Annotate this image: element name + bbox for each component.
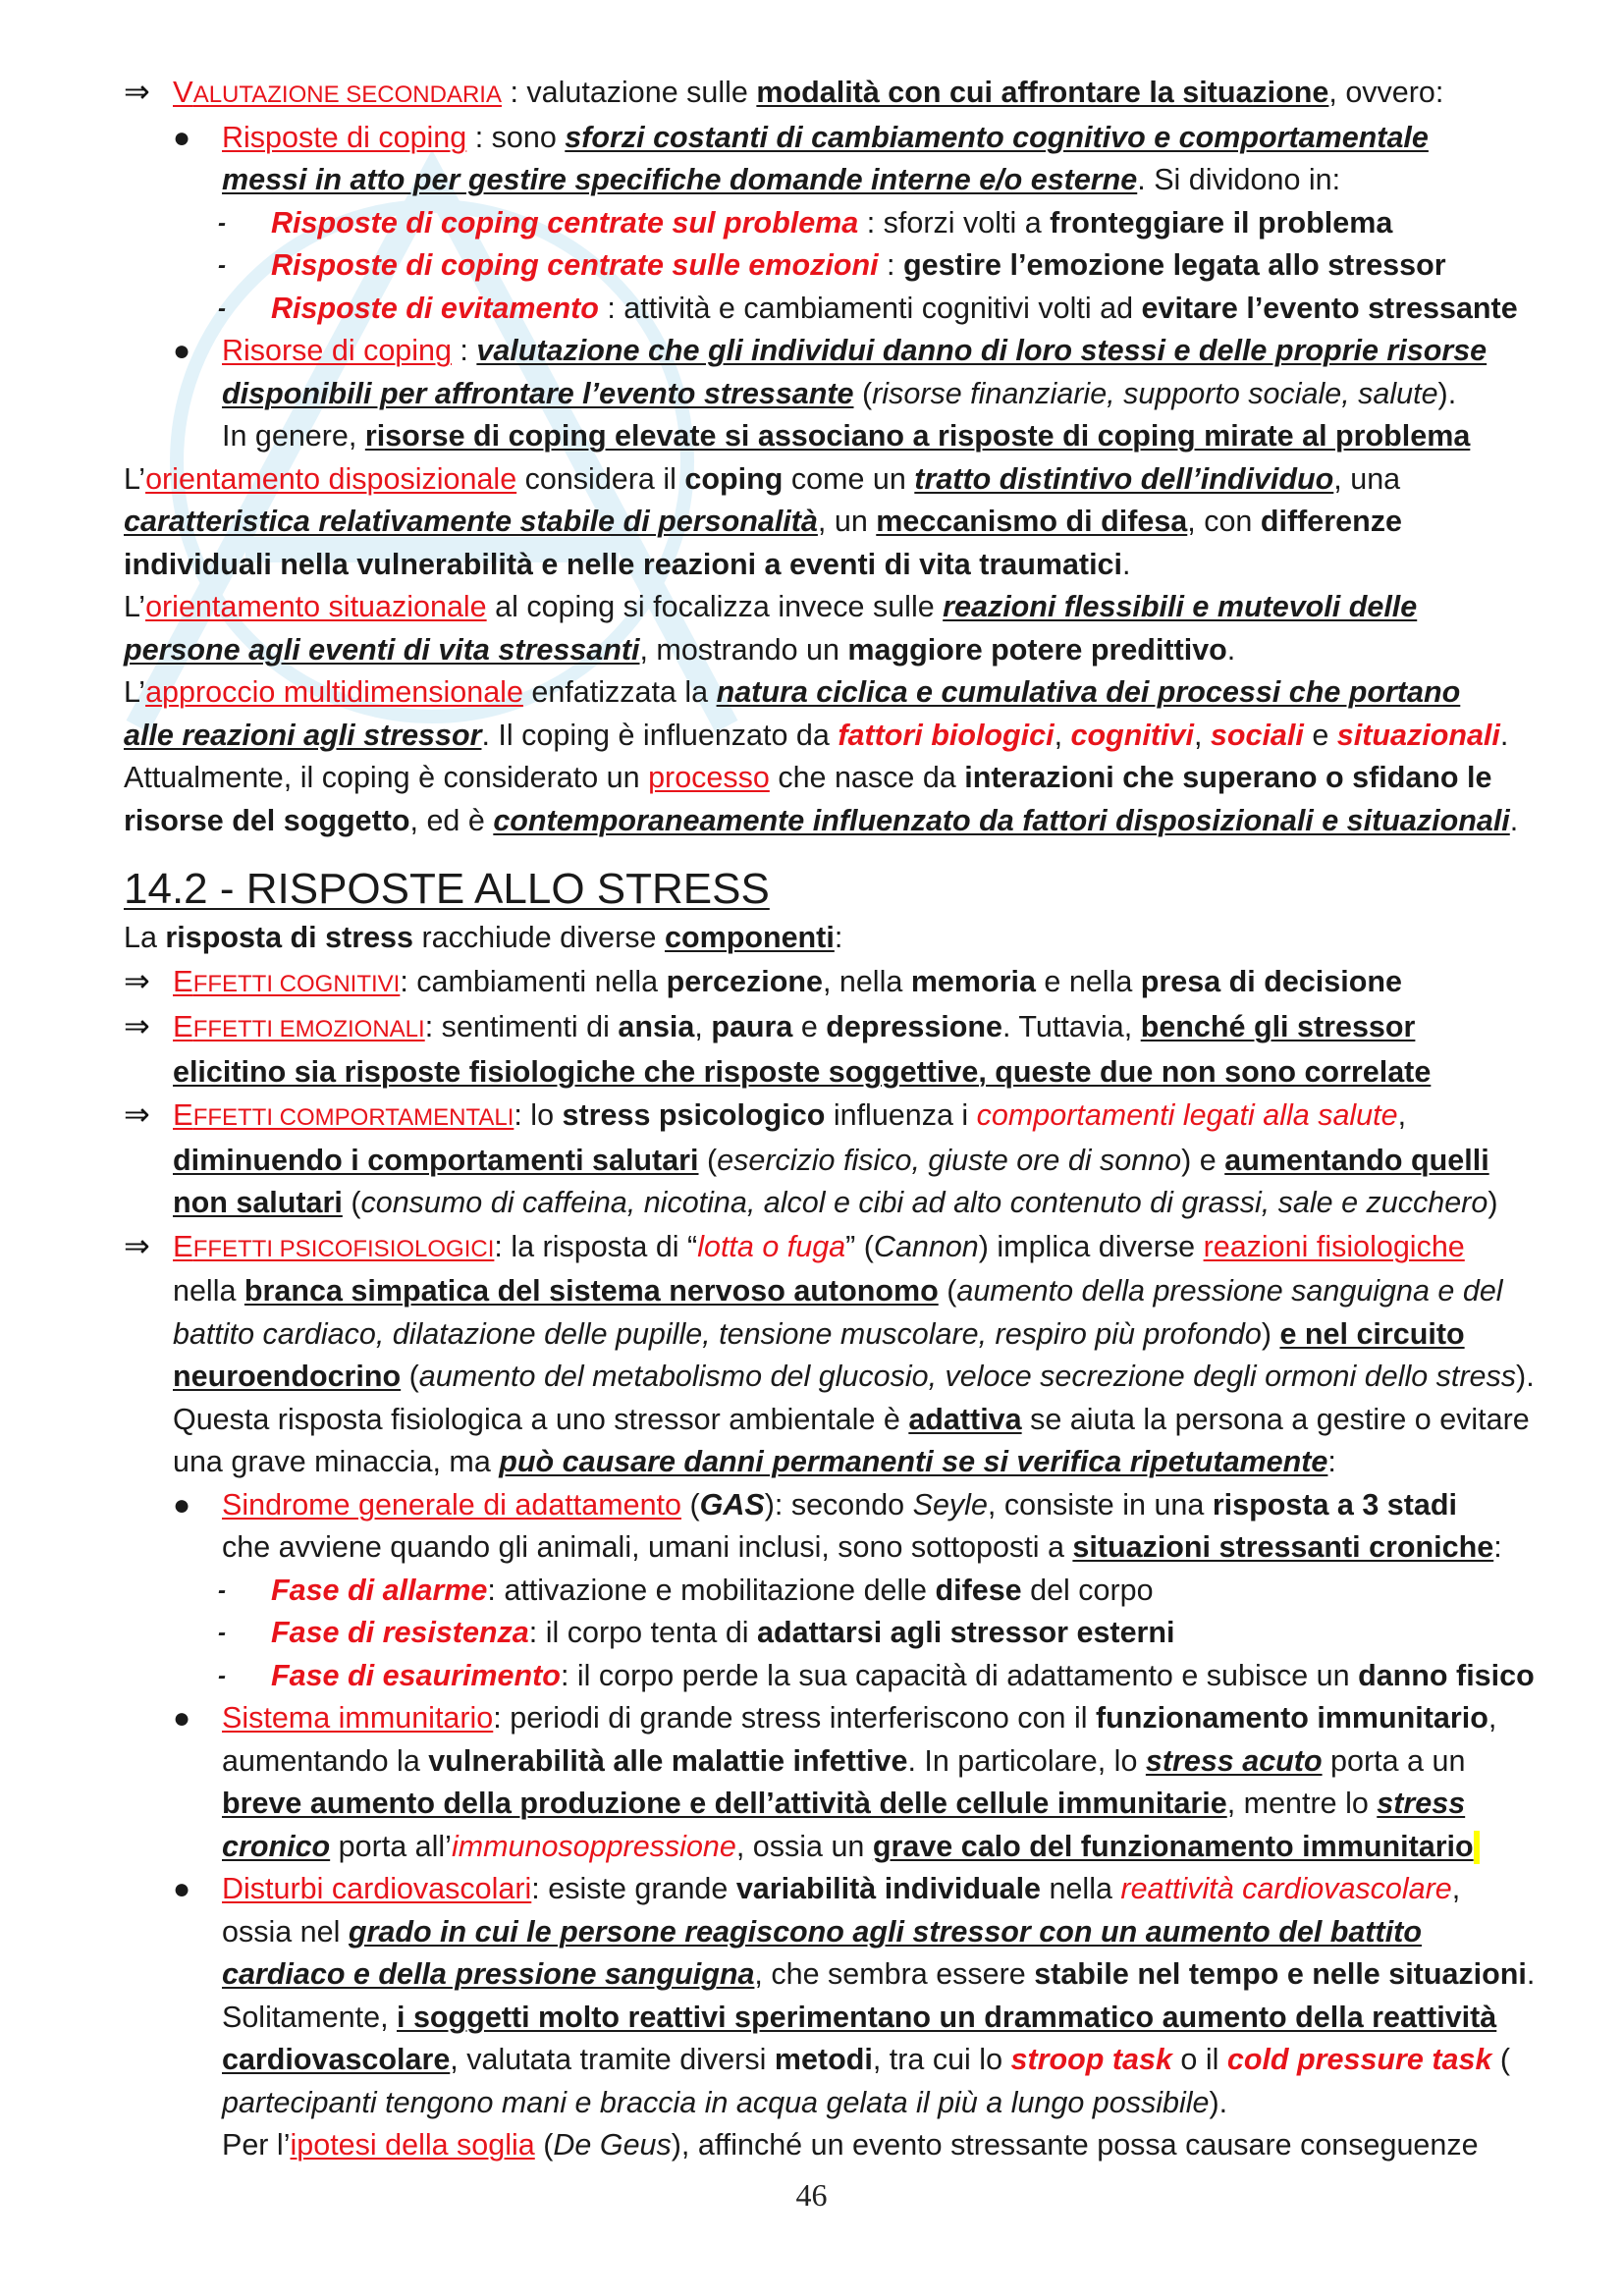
text-span: La xyxy=(124,921,166,954)
text-line xyxy=(124,288,1523,331)
text-span: nella xyxy=(1041,1872,1121,1905)
text-span: adattarsi agli stressor esterni xyxy=(757,1616,1175,1649)
text-span: individuali nella vulnerabilità e nelle reazioni a eventi di vita traumatici xyxy=(124,547,1122,581)
text-span: , con xyxy=(1187,505,1261,538)
text-span: coping xyxy=(684,461,784,496)
bullet-icon: ● xyxy=(173,1488,191,1522)
text-span: . xyxy=(1121,547,1131,581)
text-span: , che sembra essere xyxy=(754,1957,1035,1991)
text-span: situazionali xyxy=(1336,718,1500,752)
text-span: : xyxy=(878,248,903,282)
text-span: elicitino sia risposte fisiologiche che risposte soggettive, queste due non sono correlate xyxy=(173,1054,1432,1089)
text-span: cronico xyxy=(222,1829,331,1863)
text-span: ), affinché un evento stressante possa causare conseguenze xyxy=(671,2128,1479,2162)
text-line xyxy=(124,1140,1523,1183)
text-span: enfatizzata la xyxy=(522,675,717,709)
text-span: risposta di stress xyxy=(165,921,413,954)
text-span: reazioni flessibili e mutevoli delle xyxy=(943,590,1418,623)
text-span: , nella xyxy=(822,964,911,998)
text-span: : sono xyxy=(466,120,566,154)
text-span: comportamenti legati alla salute xyxy=(976,1098,1398,1132)
text-span: fattori biologici xyxy=(838,718,1055,752)
text-span: diminuendo i comportamenti salutari xyxy=(173,1143,699,1177)
text-span: situazioni stressanti croniche xyxy=(1072,1530,1494,1564)
text-line xyxy=(124,757,1523,800)
text-span: , tra cui lo xyxy=(872,2043,1011,2076)
text-line xyxy=(124,1313,1523,1357)
dash-icon: - xyxy=(218,252,226,279)
text-span: memoria xyxy=(910,964,1036,998)
text-span: che avviene quando gli animali, umani inclusi, sono sottoposti a xyxy=(222,1530,1073,1564)
dash-icon: - xyxy=(218,209,226,237)
text-span: stress acuto xyxy=(1145,1743,1323,1778)
text-span: reazioni fisiologiche xyxy=(1203,1229,1465,1263)
text-span: . Il coping è influenzato da xyxy=(481,718,839,752)
text-span: danno fisico xyxy=(1358,1658,1535,1692)
text-span: cold pressure task xyxy=(1226,2043,1492,2076)
text-span: Risposte di coping centrate sulle emozioni xyxy=(271,248,879,282)
text-span: , xyxy=(1397,1098,1407,1132)
text-line xyxy=(124,1868,1523,1911)
text-span: se aiuta la persona a gestire o evitare xyxy=(1021,1402,1530,1436)
text-span: . Tuttavia, xyxy=(1001,1010,1141,1043)
text-span: esercizio fisico, giuste ore di sonno xyxy=(717,1143,1182,1177)
text-span: ossia nel xyxy=(222,1914,349,1949)
text-span: componenti xyxy=(664,921,835,954)
text-line xyxy=(124,1005,1523,1051)
text-line xyxy=(124,244,1523,288)
text-span: L’ xyxy=(124,461,146,496)
dash-icon: - xyxy=(218,1620,226,1646)
text-span: : cambiamenti nella xyxy=(400,964,667,998)
smallcaps-rest: FFETTI PSICOFISIOLOGICI xyxy=(192,1235,495,1262)
text-line xyxy=(124,1051,1523,1095)
text-span: valutazione che gli individui danno di loro stessi e delle proprie risorse xyxy=(476,334,1488,367)
bullet-icon: ● xyxy=(173,335,191,367)
text-line xyxy=(124,629,1523,672)
text-span: , ossia un xyxy=(735,1829,873,1863)
text-span: , un xyxy=(817,505,877,538)
text-span: Per l’ xyxy=(222,2128,291,2162)
bullet-icon: ● xyxy=(173,1873,191,1905)
text-span: del corpo xyxy=(1021,1573,1154,1607)
text-span: Cannon xyxy=(873,1229,979,1263)
text-span: Sindrome generale di adattamento xyxy=(222,1487,681,1522)
text-line xyxy=(124,960,1523,1006)
text-span: , xyxy=(1451,1872,1461,1905)
text-span: presa di decisione xyxy=(1140,964,1402,998)
text-line xyxy=(124,1526,1523,1570)
text-span: GAS xyxy=(699,1487,765,1522)
text-span: : xyxy=(1327,1445,1336,1478)
smallcaps-initial: E xyxy=(173,1228,193,1263)
text-span: al coping si focalizza invece sulle xyxy=(486,590,944,623)
text-line xyxy=(124,544,1523,587)
text-span: . xyxy=(1526,1957,1536,1991)
text-span: battito cardiaco, dilatazione delle pupille, tensione muscolare, respiro più profondo xyxy=(173,1316,1262,1351)
text-span: sociali xyxy=(1210,718,1304,752)
text-span: ). xyxy=(1437,376,1457,410)
text-span: percezione xyxy=(666,964,823,998)
dash-icon: - xyxy=(218,1576,226,1604)
text-span: . xyxy=(1499,718,1509,752)
text-span: consumo di caffeina, nicotina, alcol e cibi ad alto contenuto di grassi, sale e zucchero xyxy=(360,1186,1488,1219)
text-line xyxy=(124,1997,1523,2040)
text-span: , mostrando un xyxy=(639,632,848,667)
text-span: gestire l’emozione legata allo stressor xyxy=(903,248,1446,282)
text-span: contemporaneamente influenzato da fattori disposizionali e situazionali xyxy=(493,803,1510,837)
text-span: stroop task xyxy=(1010,2043,1172,2076)
text-span: : esiste grande xyxy=(531,1872,736,1905)
text-span: Seyle xyxy=(912,1487,988,1522)
text-line xyxy=(124,2039,1523,2082)
text-span: ). xyxy=(1209,2085,1228,2119)
smallcaps-rest: FFETTI EMOZIONALI xyxy=(192,1016,425,1042)
text-span: adattiva xyxy=(908,1402,1022,1436)
text-line xyxy=(124,202,1523,245)
text-span: ipotesi della soglia xyxy=(290,2128,535,2162)
text-line xyxy=(124,501,1523,544)
text-span: ” ( xyxy=(845,1229,874,1263)
text-span: metodi xyxy=(774,2043,873,2076)
text-line xyxy=(124,330,1523,373)
text-span: , consiste in una xyxy=(987,1487,1213,1522)
text-span: ) e xyxy=(1181,1143,1225,1177)
smallcaps-rest: FFETTI COGNITIVI xyxy=(192,970,401,997)
text-span: ( xyxy=(938,1274,957,1308)
smallcaps-rest: FFETTI COMPORTAMENTALI xyxy=(192,1104,514,1131)
text-span: aumentando quelli xyxy=(1224,1143,1489,1177)
text-span: : lo xyxy=(514,1098,563,1132)
text-line xyxy=(124,1399,1530,1442)
text-span: può causare danni permanenti se si verifica ripetutamente xyxy=(499,1445,1328,1478)
text-span: Solitamente, xyxy=(222,2000,398,2034)
text-span: Fase di esaurimento xyxy=(271,1658,561,1692)
arrow-icon: ⇒ xyxy=(124,74,150,109)
text-span: non salutari xyxy=(173,1186,343,1219)
text-span: Attualmente, il coping è considerato un xyxy=(124,761,649,794)
text-line xyxy=(124,1484,1523,1527)
text-span: risorse di coping elevate si associano a risposte di coping mirate al problema xyxy=(364,419,1471,453)
text-line xyxy=(124,71,1523,117)
text-line xyxy=(124,1783,1523,1826)
text-span: differenze xyxy=(1260,505,1402,538)
text-span: branca simpatica del sistema nervoso autonomo xyxy=(243,1274,939,1308)
text-span: , valutata tramite diversi xyxy=(450,2043,775,2076)
text-span: ansia xyxy=(618,1010,695,1043)
text-span: ( xyxy=(401,1360,419,1393)
text-line xyxy=(124,1740,1523,1784)
text-span: . xyxy=(1509,803,1519,837)
text-line xyxy=(124,1911,1523,1954)
text-span: stabile nel tempo e nelle situazioni xyxy=(1034,1957,1527,1991)
text-span: processo xyxy=(648,761,770,794)
text-line xyxy=(124,1094,1523,1140)
text-span: alle reazioni agli stressor xyxy=(124,718,482,752)
text-span: interazioni che superano o sfidano le xyxy=(964,761,1492,794)
text-span: , mentre lo xyxy=(1226,1787,1378,1820)
bullet-icon: ● xyxy=(173,1702,191,1735)
text-span: cardiovascolare xyxy=(222,2043,451,2076)
text-span: ): secondo xyxy=(764,1487,913,1522)
text-span: fronteggiare il problema xyxy=(1050,205,1393,240)
text-span: ( xyxy=(342,1186,361,1219)
text-span: ) xyxy=(1488,1186,1498,1219)
text-span: stress psicologico xyxy=(562,1098,826,1132)
text-span: Risposte di coping centrate sul problema xyxy=(271,205,859,240)
text-line xyxy=(124,1655,1535,1698)
text-line xyxy=(124,1612,1523,1655)
text-span: Disturbi cardiovascolari xyxy=(222,1872,532,1905)
arrow-icon: ⇒ xyxy=(124,1096,150,1132)
smallcaps-initial: E xyxy=(173,1009,193,1043)
text-span: risorse del soggetto xyxy=(124,803,410,837)
text-span: come un xyxy=(783,461,915,496)
text-line xyxy=(124,2124,1523,2167)
page-number: 46 xyxy=(795,2177,828,2213)
smallcaps-initial: E xyxy=(173,963,193,998)
smallcaps-initial: V xyxy=(173,75,193,109)
text-span: De Geus xyxy=(553,2128,672,2162)
text-span: ( xyxy=(680,1487,700,1522)
text-span: neuroendocrino xyxy=(173,1360,402,1393)
text-span: lotta o fuga xyxy=(697,1229,846,1263)
text-span: : xyxy=(451,334,477,367)
text-span: variabilità individuale xyxy=(735,1872,1042,1905)
text-span: funzionamento immunitario xyxy=(1095,1701,1488,1735)
text-span: , xyxy=(1193,718,1211,752)
text-span: cardiaco e della pressione sanguigna xyxy=(222,1957,755,1991)
text-span: aumento della pressione sanguigna e del xyxy=(956,1274,1503,1308)
text-line xyxy=(124,1182,1523,1225)
text-span: nella xyxy=(173,1274,244,1308)
document-page xyxy=(124,71,1536,2167)
text-span: Sistema immunitario xyxy=(222,1701,494,1735)
text-span: risorse finanziarie, supporto sociale, salute xyxy=(872,376,1438,410)
text-span: sforzi costanti di cambiamento cognitivo e comportamentale xyxy=(565,120,1429,154)
text-span: partecipanti tengono mani e braccia in acqua gelata il più a lungo possibile xyxy=(222,2085,1210,2119)
text-line xyxy=(124,1441,1523,1484)
text-line xyxy=(124,159,1523,202)
text-span: , xyxy=(1488,1701,1497,1735)
text-span: messi in atto per gestire specifiche domande interne e/o esterne xyxy=(222,163,1138,196)
text-line xyxy=(124,715,1523,758)
text-span: grado in cui le persone reagiscono agli stressor con un aumento del battito xyxy=(348,1914,1422,1949)
text-span: approccio multidimensionale xyxy=(145,675,523,709)
text-span: : il corpo tenta di xyxy=(528,1616,758,1649)
text-span: ). xyxy=(1516,1360,1535,1393)
text-line xyxy=(124,1225,1523,1271)
text-span: Risorse di coping xyxy=(222,334,452,367)
text-span: ( xyxy=(1491,2043,1511,2076)
text-span: : la risposta di “ xyxy=(494,1229,698,1263)
text-span: : il corpo perde la sua capacità di adattamento e subisce un xyxy=(560,1658,1359,1692)
text-span: . xyxy=(1226,632,1236,667)
text-span: evitare l’evento stressante xyxy=(1141,291,1518,325)
text-span: Fase di allarme xyxy=(271,1573,488,1607)
text-span: ) xyxy=(1261,1316,1280,1351)
text-line xyxy=(124,1356,1535,1399)
text-line xyxy=(124,1570,1523,1613)
text-line xyxy=(124,586,1523,629)
text-span: disponibili per affrontare l’evento stressante xyxy=(222,376,854,410)
text-span: : valutazione sulle xyxy=(501,76,757,109)
text-span: Fase di resistenza xyxy=(271,1616,529,1649)
text-line xyxy=(124,1697,1523,1740)
text-span: ( xyxy=(698,1143,718,1177)
text-span: breve aumento della produzione e dell’attività delle cellule immunitarie xyxy=(222,1787,1227,1820)
text-span: una grave minaccia, ma xyxy=(173,1445,500,1478)
text-span: , xyxy=(1054,718,1071,752)
text-span: : sentimenti di xyxy=(424,1010,619,1043)
text-span: depressione xyxy=(826,1010,1002,1043)
arrow-icon: ⇒ xyxy=(124,962,150,998)
text-span: , xyxy=(694,1010,712,1043)
text-span: porta all’ xyxy=(330,1829,452,1863)
text-span: influenza i xyxy=(825,1098,977,1132)
text-span: difese xyxy=(935,1573,1022,1607)
text-span: i soggetti molto reattivi sperimentano un drammatico aumento della reattività xyxy=(397,2000,1497,2034)
text-span: che nasce da xyxy=(769,761,965,794)
arrow-icon: ⇒ xyxy=(124,1227,150,1263)
text-span: : periodi di grande stress interferiscono con il xyxy=(493,1701,1096,1735)
text-span: : xyxy=(834,921,843,954)
text-span: immunosoppressione xyxy=(451,1829,736,1863)
text-span: persone agli eventi di vita stressanti xyxy=(124,632,640,667)
text-line xyxy=(124,671,1523,715)
text-span: o il xyxy=(1171,2043,1227,2076)
text-span: : attivazione e mobilitazione delle xyxy=(487,1573,936,1607)
text-line xyxy=(124,800,1523,843)
text-span: caratteristica relativamente stabile di personalità xyxy=(124,505,818,538)
text-span: paura xyxy=(711,1010,793,1043)
text-span: , ed è xyxy=(409,803,494,837)
text-span: ( xyxy=(853,376,873,410)
highlight-mark xyxy=(1474,1831,1480,1864)
text-span: L’ xyxy=(124,590,146,623)
text-span: risposta a 3 stadi xyxy=(1212,1487,1457,1522)
text-span: considera il xyxy=(516,461,685,496)
text-span: , una xyxy=(1333,461,1401,496)
text-span: stress xyxy=(1377,1787,1466,1820)
text-span: e nel circuito xyxy=(1279,1316,1465,1351)
arrow-icon: ⇒ xyxy=(124,1008,150,1043)
smallcaps-initial: E xyxy=(173,1097,193,1132)
text-line xyxy=(124,1270,1523,1313)
bullet-icon: ● xyxy=(173,121,191,154)
text-span: . Si dividono in: xyxy=(1137,163,1341,196)
text-span: ( xyxy=(534,2128,554,2162)
text-span: Questa risposta fisiologica a uno stressor ambientale è xyxy=(173,1402,909,1436)
text-span: cognitivi xyxy=(1070,718,1194,752)
text-line xyxy=(124,1826,1523,1869)
text-span: : xyxy=(1493,1530,1502,1564)
text-span: natura ciclica e cumulativa dei processi che portano xyxy=(716,675,1461,709)
text-span: , ovvero: xyxy=(1328,76,1444,109)
text-span: e xyxy=(1303,718,1337,752)
text-span: modalità con cui affrontare la situazione xyxy=(756,76,1329,109)
text-span: L’ xyxy=(124,675,146,709)
text-line xyxy=(124,117,1523,160)
text-span: : attività e cambiamenti cognitivi volti ad xyxy=(598,291,1142,325)
text-span: vulnerabilità alle malattie infettive xyxy=(428,1743,908,1778)
text-line xyxy=(124,415,1523,458)
text-span: ) implica diverse xyxy=(978,1229,1204,1263)
text-span: grave calo del funzionamento immunitario xyxy=(872,1829,1474,1863)
text-span: aumentando la xyxy=(222,1743,429,1778)
text-span: racchiude diverse xyxy=(412,921,665,954)
text-span: : sforzi volti a xyxy=(858,205,1051,240)
text-span: meccanismo di difesa xyxy=(876,505,1188,538)
text-span: Risposte di coping xyxy=(222,120,467,154)
smallcaps-rest: ALUTAZIONE SECONDARIA xyxy=(192,81,502,108)
text-span: tratto distintivo dell’individuo xyxy=(914,461,1334,496)
text-span: porta a un xyxy=(1322,1743,1466,1778)
text-span: . In particolare, lo xyxy=(907,1743,1146,1778)
text-span: maggiore potere predittivo xyxy=(847,632,1227,667)
text-span: orientamento situazionale xyxy=(145,590,487,623)
text-span: In genere, xyxy=(222,419,365,453)
text-line xyxy=(124,458,1523,502)
text-span: e nella xyxy=(1035,964,1141,998)
dash-icon: - xyxy=(218,294,226,322)
text-span: orientamento disposizionale xyxy=(145,461,517,496)
text-span: e xyxy=(792,1010,827,1043)
text-span: reattività cardiovascolare xyxy=(1120,1872,1452,1905)
text-line xyxy=(124,2082,1523,2125)
text-line xyxy=(124,373,1523,416)
section-heading: 14.2 - RISPOSTE ALLO STRESS xyxy=(124,865,770,913)
text-span: Risposte di evitamento xyxy=(271,291,599,325)
text-line xyxy=(124,917,1523,960)
dash-icon: - xyxy=(218,1662,226,1689)
text-line xyxy=(124,1953,1536,1997)
text-span: aumento del metabolismo del glucosio, veloce secrezione degli ormoni dello stress xyxy=(418,1360,1517,1393)
text-span: benché gli stressor xyxy=(1140,1010,1416,1043)
